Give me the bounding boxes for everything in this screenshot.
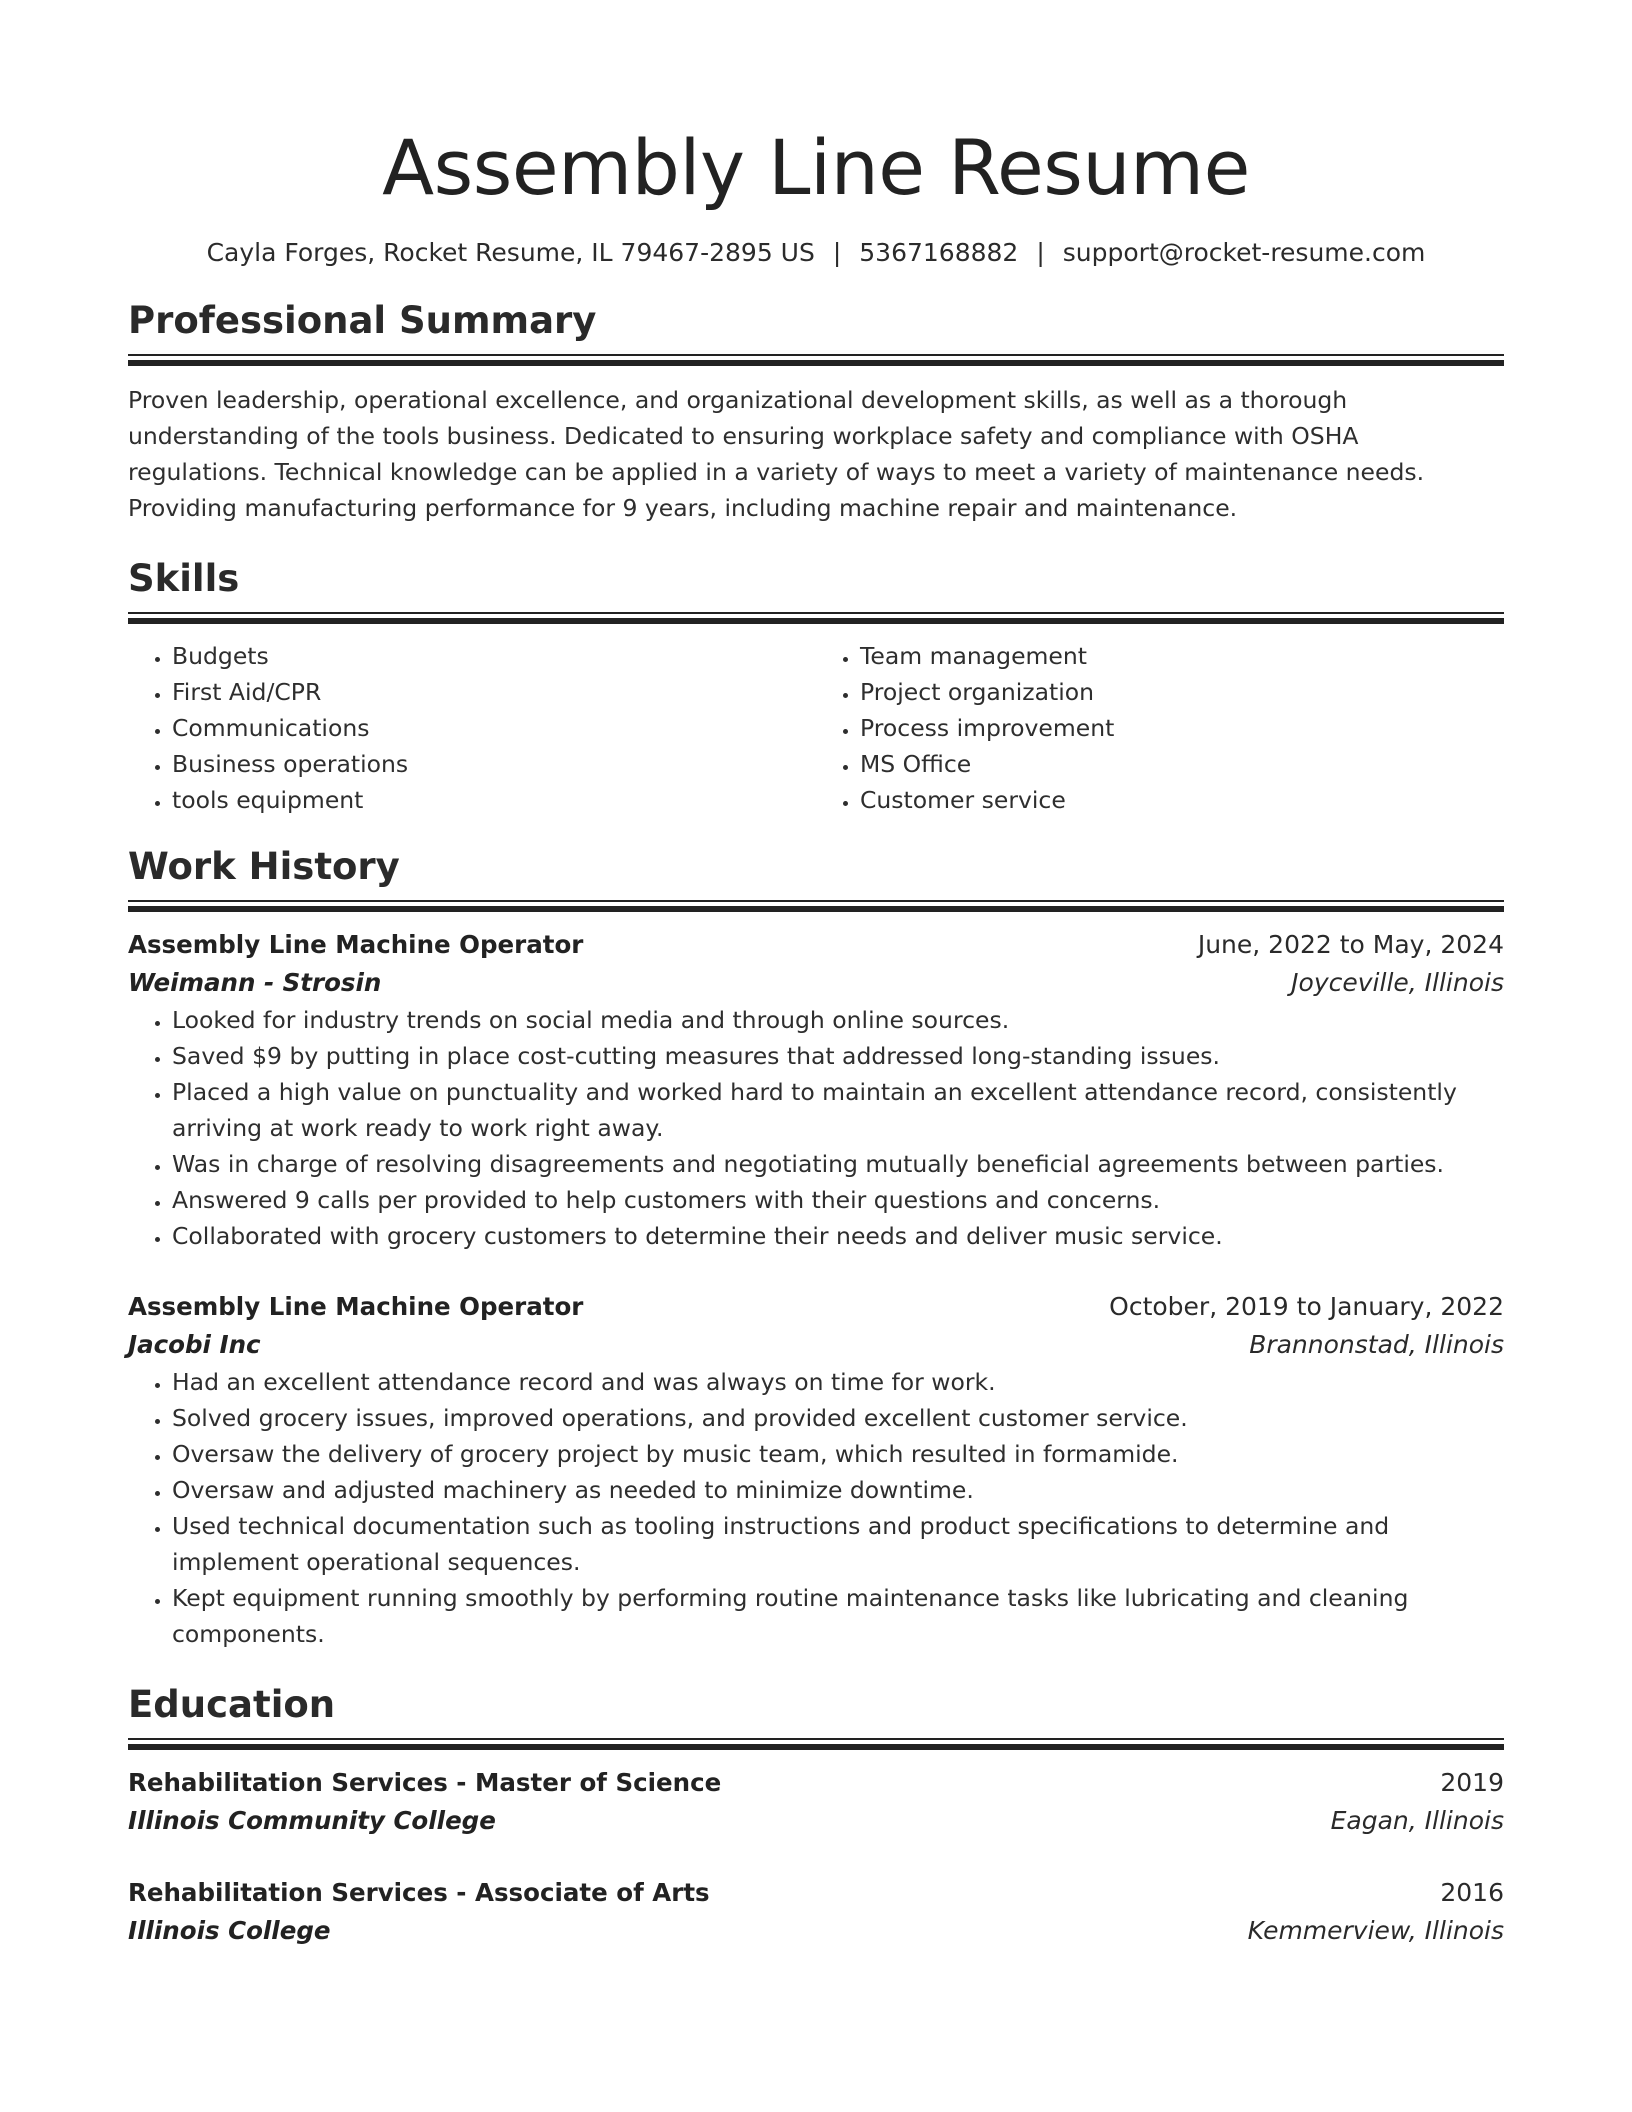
- school-location: Eagan, Illinois: [1330, 1806, 1504, 1835]
- skill-item: • Customer service: [860, 782, 1504, 818]
- job-entry: [128, 926, 1504, 1254]
- education-entry: [128, 1874, 1504, 1950]
- job-title: Assembly Line Machine Operator: [128, 930, 584, 959]
- school-location: Kemmerview, Illinois: [1247, 1916, 1504, 1945]
- job-location: Joyceville, Illinois: [1291, 968, 1504, 997]
- contact-line: [128, 236, 1504, 270]
- contact-separator: |: [832, 238, 842, 267]
- degree-year: 2019: [1440, 1768, 1504, 1797]
- job-bullet: • Answered 9 calls per provided to help customers with their questions and concerns.: [172, 1182, 1504, 1218]
- job-dates: October, 2019 to January, 2022: [1109, 1292, 1504, 1321]
- skill-item: • Business operations: [172, 746, 816, 782]
- job-entry: [128, 1288, 1504, 1652]
- contact-phone: 5367168882: [859, 238, 1019, 267]
- section-heading-summary: Professional Summary: [128, 299, 597, 342]
- section-divider: [128, 354, 1504, 364]
- contact-email: support@rocket-resume.com: [1062, 238, 1426, 267]
- job-bullet: • Collaborated with grocery customers to determine their needs and deliver music service.: [172, 1218, 1504, 1254]
- job-dates: June, 2022 to May, 2024: [1197, 930, 1504, 959]
- job-bullets: [128, 1364, 1504, 1652]
- job-location: Brannonstad, Illinois: [1249, 1330, 1504, 1359]
- job-title: Assembly Line Machine Operator: [128, 1292, 584, 1321]
- degree-title: Rehabilitation Services - Master of Science: [128, 1768, 722, 1797]
- section-divider: [128, 900, 1504, 910]
- job-company: Jacobi Inc: [128, 1330, 261, 1359]
- section-divider: [128, 612, 1504, 622]
- job-bullet: • Kept equipment running smoothly by performing routine maintenance tasks like lubricating and cleaning components.: [172, 1580, 1504, 1652]
- degree-year: 2016: [1440, 1878, 1504, 1907]
- skill-item: • First Aid/CPR: [172, 674, 816, 710]
- section-heading-skills: Skills: [128, 557, 240, 600]
- skill-item: • Project organization: [860, 674, 1504, 710]
- job-bullets: [128, 1002, 1504, 1254]
- skill-item: • tools equipment: [172, 782, 816, 818]
- education-entry: [128, 1764, 1504, 1840]
- skill-item: • Process improvement: [860, 710, 1504, 746]
- skills-list: [128, 638, 1504, 818]
- job-bullet: • Looked for industry trends on social media and through online sources.: [172, 1002, 1504, 1038]
- degree-title: Rehabilitation Services - Associate of Arts: [128, 1878, 710, 1907]
- job-bullet: • Used technical documentation such as tooling instructions and product specifications to determine and implement operational sequences.: [172, 1508, 1504, 1580]
- skill-item: • Team management: [860, 638, 1504, 674]
- school-name: Illinois Community College: [128, 1806, 496, 1835]
- skills-section: [128, 556, 1504, 818]
- contact-address: Cayla Forges, Rocket Resume, IL 79467-2895 US: [206, 238, 815, 267]
- section-divider: [128, 1738, 1504, 1748]
- job-bullet: • Placed a high value on punctuality and worked hard to maintain an excellent attendance record, consistently arriving at work ready to work right away.: [172, 1074, 1504, 1146]
- job-bullet: • Had an excellent attendance record and was always on time for work.: [172, 1364, 1504, 1400]
- section-heading-education: Education: [128, 1683, 336, 1726]
- section-heading-work-history: Work History: [128, 845, 400, 888]
- skills-column-right: [816, 638, 1504, 818]
- skills-column-left: [128, 638, 816, 818]
- job-bullet: • Oversaw the delivery of grocery project by music team, which resulted in formamide.: [172, 1436, 1504, 1472]
- summary-section: [128, 298, 1504, 526]
- job-company: Weimann - Strosin: [128, 968, 382, 997]
- summary-text: Proven leadership, operational excellence, and organizational development skills, as well as a thorough understanding of the tools business. Dedicated to ensuring workplace safety and compliance with OSHA regulations. Technical knowledge can be applied in a variety of ways to meet a variety of maintenance needs. Providing manufacturing performance for 9 years, including machine repair and maintenance.: [128, 386, 1425, 522]
- page-title: Assembly Line Resume: [382, 123, 1250, 212]
- contact-separator: |: [1036, 238, 1045, 267]
- job-bullet: • Was in charge of resolving disagreements and negotiating mutually beneficial agreements between parties.: [172, 1146, 1504, 1182]
- education-section: [128, 1682, 1504, 1950]
- job-bullet: • Oversaw and adjusted machinery as needed to minimize downtime.: [172, 1472, 1504, 1508]
- skill-item: • Budgets: [172, 638, 816, 674]
- school-name: Illinois College: [128, 1916, 331, 1945]
- skill-item: • MS Office: [860, 746, 1504, 782]
- job-bullet: • Saved $9 by putting in place cost-cutting measures that addressed long-standing issues.: [172, 1038, 1504, 1074]
- job-bullet: • Solved grocery issues, improved operations, and provided excellent customer service.: [172, 1400, 1504, 1436]
- work-history-section: [128, 844, 1504, 1652]
- skill-item: • Communications: [172, 710, 816, 746]
